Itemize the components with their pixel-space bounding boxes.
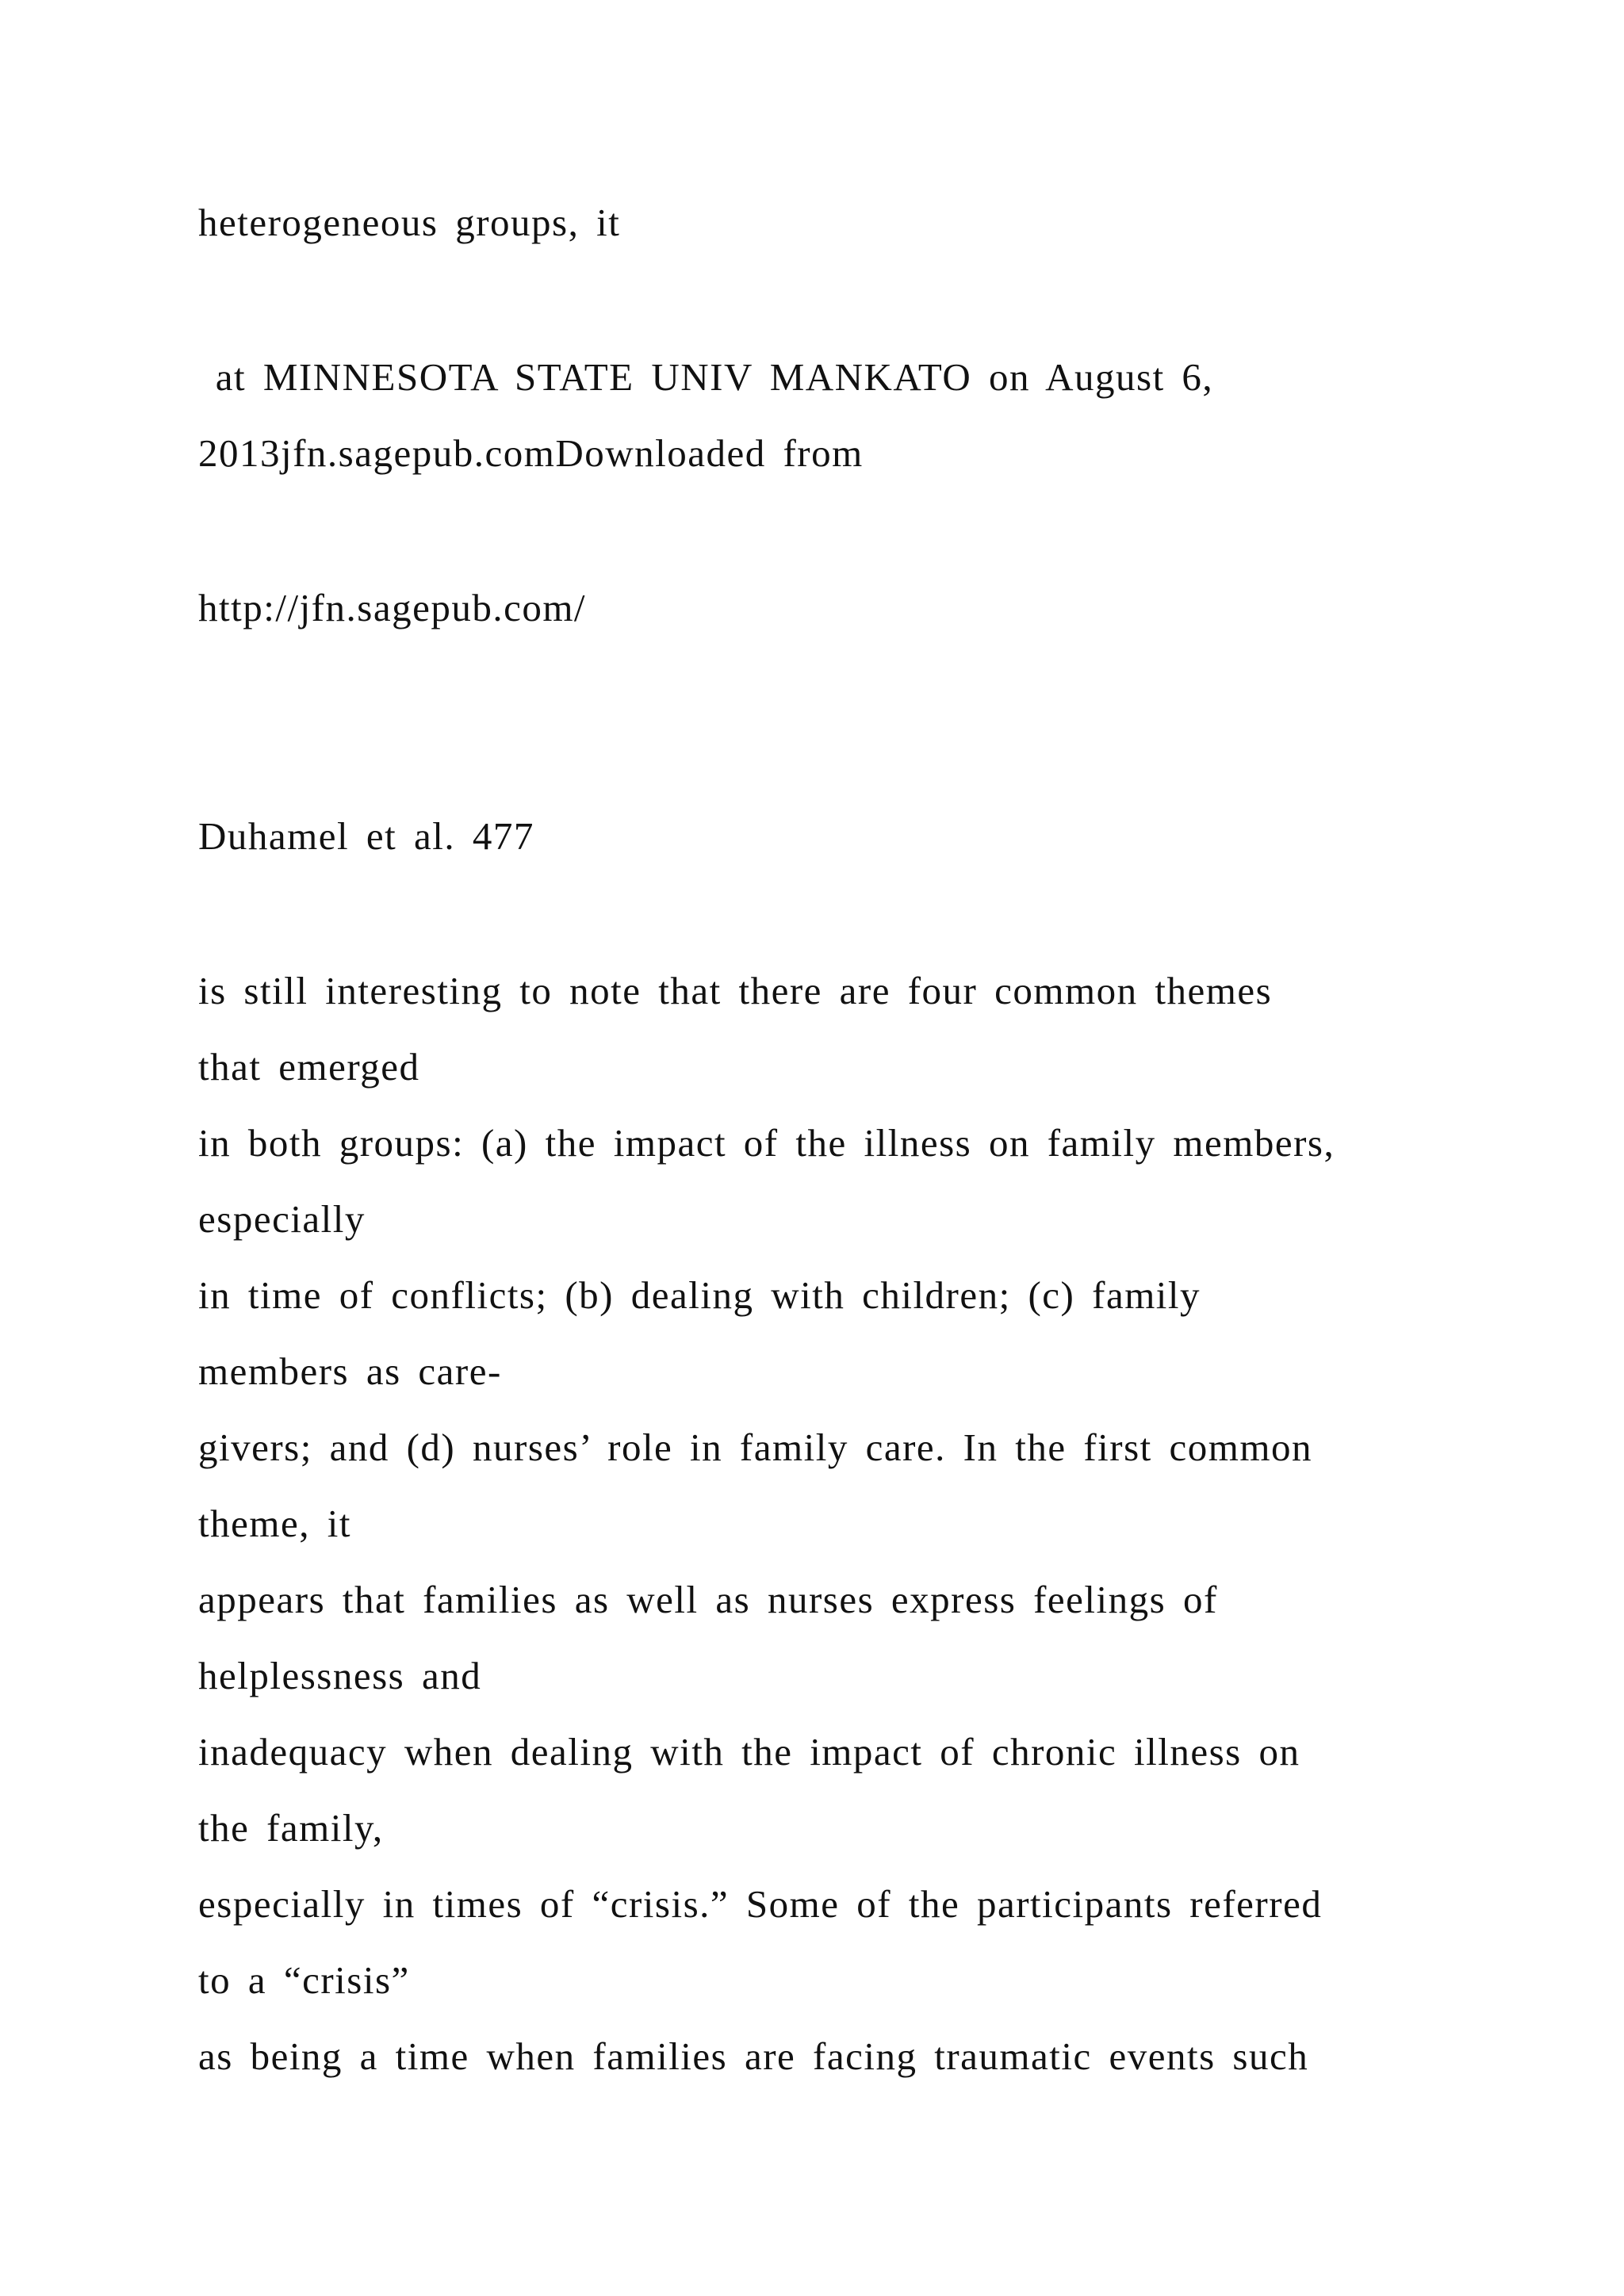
text-line: givers; and (d) nurses’ role in family care. In the first common xyxy=(198,1425,1312,1469)
text-line: appears that families as well as nurses express feelings of xyxy=(198,1578,1218,1621)
text-line: in time of conflicts; (b) dealing with children; (c) family xyxy=(198,1273,1201,1317)
running-header: Duhamel et al. 477 xyxy=(198,814,534,858)
source-url: http://jfn.sagepub.com/ xyxy=(198,586,587,629)
text-line: theme, it xyxy=(198,1502,351,1545)
download-notice-line: 2013jfn.sagepub.comDownloaded from xyxy=(198,431,864,475)
text-line: especially xyxy=(198,1197,366,1241)
text-line: the family, xyxy=(198,1806,384,1850)
text-line: that emerged xyxy=(198,1045,420,1089)
text-line: is still interesting to note that there are four common themes xyxy=(198,969,1273,1012)
text-line: heterogeneous groups, it xyxy=(198,201,621,244)
text-line: in both groups: (a) the impact of the illness on family members, xyxy=(198,1121,1335,1165)
download-notice-line: at MINNESOTA STATE UNIV MANKATO on August 6, xyxy=(198,355,1214,399)
text-line: as being a time when families are facing traumatic events such xyxy=(198,2034,1309,2078)
text-line: especially in times of “crisis.” Some of the participants referred xyxy=(198,1882,1323,1926)
text-line: members as care- xyxy=(198,1349,502,1393)
text-line: to a “crisis” xyxy=(198,1958,410,2002)
text-line: inadequacy when dealing with the impact of chronic illness on xyxy=(198,1730,1300,1774)
text-line: helplessness and xyxy=(198,1654,482,1697)
